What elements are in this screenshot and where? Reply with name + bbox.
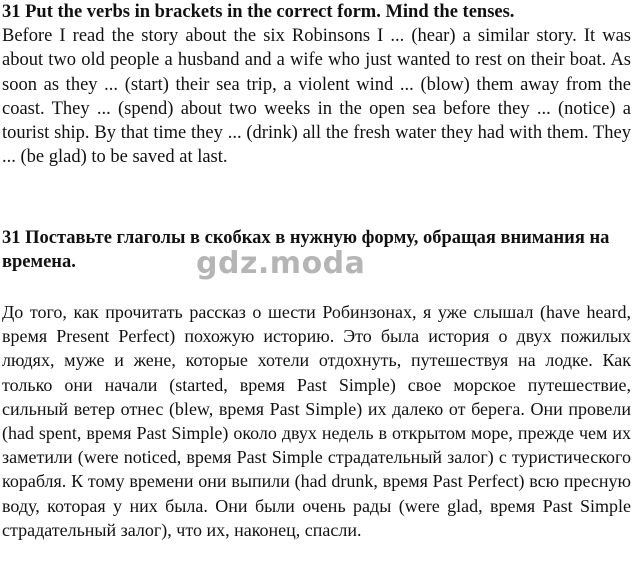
english-task	[2, 0, 631, 170]
russian-task-text: До того, как прочитать рассказ о шести Робинзонах, я уже слышал (have heard, время Present Perfect) похожую историю. Это была история о двух пожилых людях, муже и жене, которые хотели отдохнуть, путешествуя на лодке. Как только они начали (started, время Past Simple) свое морское путешествие, сильный ветер отнес (blew, время Past Simple) их далеко от берега. Они провели (had spent, время Past Simple) около двух недель в открытом море, прежде чем их заметили (were noticed, время Past Simple страдательный залог) с туристического корабля. К тому времени они выпили (had drunk, время Past Perfect) всю пресную воду, которая у них была. Они были очень рады (were glad, время Past Simple страдательный залог), что их, наконец, спасли.	[2, 302, 631, 540]
english-task-text: Before I read the story about the six Robinsons I ... (hear) a similar story. It was about two old people a husband and a wife who just wanted to rest on their boat. As soon as they ... (start) their sea trip, a violent wind ... (blow) them away from the coast. They ... (spend) about two weeks in the open sea before they ... (notice) a tourist ship. By that time they ... (drink) all the fresh water they had with them. They ... (be glad) to be saved at last.	[2, 26, 631, 168]
russian-task	[2, 226, 631, 542]
english-task-heading: 31 Put the verbs in brackets in the correct form. Mind the tenses.	[2, 2, 515, 22]
site-watermark: gdz.moda	[196, 246, 366, 281]
russian-task-heading: 31 Поставьте глаголы в скобках в нужную форму, обращая внимания на времена.	[2, 228, 610, 272]
